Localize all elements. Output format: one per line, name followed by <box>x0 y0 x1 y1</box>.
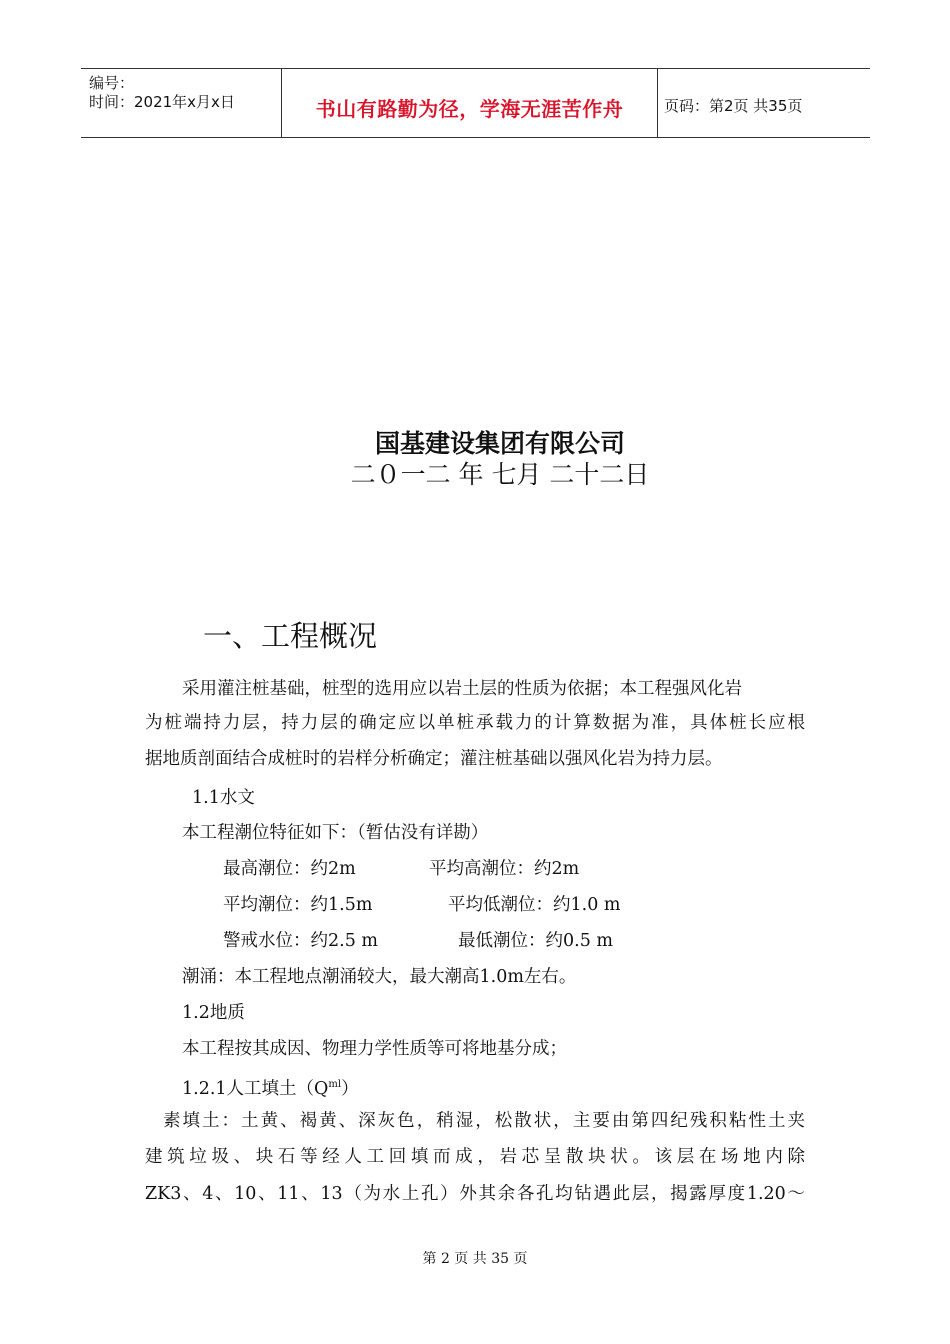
header-motto: 书山有路勤为径，学海无涯苦作舟 <box>315 97 624 121</box>
paragraph-line: 为桩端持力层，持力层的确定应以单桩承载力的计算数据为准，具体桩长应根 <box>145 713 805 733</box>
header-time-label: 时间：2021年x月x日 <box>89 93 235 111</box>
fill-heading-suffix: ） <box>341 1079 359 1099</box>
company-name: 国基建设集团有限公司 <box>374 429 625 458</box>
tide-mean: 平均潮位：约1.5m <box>223 895 373 915</box>
tide-warning: 警戒水位：约2.5 m <box>223 931 378 951</box>
header-right-cell <box>658 69 870 137</box>
paragraph-line: 据地质剖面结合成桩时的岩样分析确定；灌注桩基础以强风化岩为持力层。 <box>145 749 723 769</box>
fill-heading-prefix: 1.2.1人工填土（Q <box>182 1079 329 1099</box>
paragraph-line: 采用灌注桩基础，桩型的选用应以岩土层的性质为依据；本工程强风化岩 <box>182 679 742 699</box>
tide-highest: 最高潮位：约2m <box>223 859 356 879</box>
header-number-label: 编号： <box>89 74 135 92</box>
paragraph-line: ZK3、4、10、11、13（为水上孔）外其余各孔均钻遇此层，揭露厚度1.20～ <box>145 1184 805 1204</box>
header-page-number: 页码：第2页 共35页 <box>664 97 803 115</box>
geology-intro: 本工程按其成因、物理力学性质等可将地基分成； <box>182 1039 567 1059</box>
document-date: 二０一二 年 七月 二十二日 <box>350 460 650 489</box>
header-left-cell <box>81 69 282 137</box>
tide-mean-high: 平均高潮位：约2m <box>429 859 580 879</box>
page-footer: 第 2 页 共 35 页 <box>422 1251 528 1267</box>
paragraph-line: 素填土：土黄、褐黄、深灰色，稍湿，松散状，主要由第四纪残积粘性土夹 <box>163 1111 805 1131</box>
subsection-heading-fill <box>182 1072 359 1102</box>
tide-mean-low: 平均低潮位：约1.0 m <box>448 895 621 915</box>
tide-lowest: 最低潮位：约0.5 m <box>458 931 613 951</box>
section-heading: 一、工程概况 <box>203 619 378 653</box>
paragraph-line: 建筑垃圾、块石等经人工回填而成，岩芯呈散块状。该层在场地内除 <box>145 1147 805 1167</box>
fill-heading-sup: ml <box>328 1079 342 1090</box>
subsection-heading-geology: 1.2地质 <box>182 1003 245 1023</box>
subsection-heading-hydrology: 1.1水文 <box>192 788 255 808</box>
page-header <box>81 68 870 138</box>
header-center-cell <box>282 69 658 137</box>
tide-surge: 潮涌：本工程地点潮涌较大，最大潮高1.0m左右。 <box>182 967 577 987</box>
tide-intro: 本工程潮位特征如下：（暂估没有详勘） <box>182 823 489 843</box>
